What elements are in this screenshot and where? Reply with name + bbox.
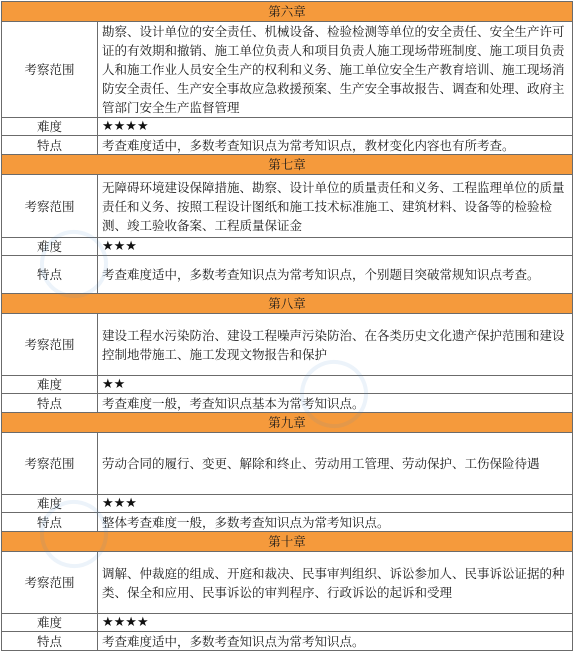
feature-row [2, 256, 573, 294]
feature-label: 特点 [2, 394, 98, 413]
difficulty-stars: ★★★ [98, 238, 573, 256]
feature-text: 整体考查难度一般，多数考查知识点为常考知识点。 [98, 513, 573, 532]
feature-row [2, 513, 573, 532]
chapter-title: 第十章 [2, 532, 573, 552]
difficulty-row [2, 614, 573, 632]
feature-text: 考查难度一般，考查知识点基本为常考知识点。 [98, 394, 573, 413]
exam-analysis-table [1, 1, 573, 651]
feature-label: 特点 [2, 136, 98, 155]
feature-label: 特点 [2, 256, 98, 294]
scope-text: 建设工程水污染防治、建设工程噪声污染防治、在各类历史文化遗产保护范围和建设控制地带施工、施工发现文物报告和保护 [98, 314, 573, 376]
difficulty-label: 难度 [2, 118, 98, 136]
scope-row [2, 22, 573, 118]
difficulty-row [2, 238, 573, 256]
chapter-header-row [2, 155, 573, 175]
difficulty-stars: ★★★ [98, 495, 573, 513]
difficulty-stars: ★★★★ [98, 118, 573, 136]
chapter-header-row [2, 532, 573, 552]
scope-text: 劳动合同的履行、变更、解除和终止、劳动用工管理、劳动保护、工伤保险待遇 [98, 433, 573, 495]
scope-row [2, 314, 573, 376]
scope-text: 无障碍环境建设保障措施、勘察、设计单位的质量责任和义务、工程监理单位的质量责任和义务、按照工程设计图纸和施工技术标准施工、建筑材料、设备等的检验检测、竣工验收备案、工程质量保证金 [98, 175, 573, 238]
scope-text: 勘察、设计单位的安全责任、机械设备、检验检测等单位的安全责任、安全生产许可证的有效期和撤销、施工单位负责人和项目负责人施工现场带班制度、施工项目负责人和施工作业人员安全生产的权利和义务、施工单位安全生产教育培训、施工现场消防安全责任、生产安全事故应急救援预案、生产安全事故报告、调查和处理、政府主管部门安全生产监督管理 [98, 22, 573, 118]
scope-label: 考察范围 [2, 552, 98, 614]
difficulty-label: 难度 [2, 376, 98, 394]
scope-label: 考察范围 [2, 175, 98, 238]
chapter-header-row [2, 413, 573, 433]
chapter-title: 第八章 [2, 294, 573, 314]
feature-label: 特点 [2, 632, 98, 651]
scope-label: 考察范围 [2, 433, 98, 495]
feature-text: 考查难度适中，多数考查知识点为常考知识点，教材变化内容也有所考查。 [98, 136, 573, 155]
feature-row [2, 394, 573, 413]
chapter-header-row [2, 294, 573, 314]
chapter-title: 第七章 [2, 155, 573, 175]
scope-row [2, 552, 573, 614]
feature-text: 考查难度适中，多数考查知识点为常考知识点。 [98, 632, 573, 651]
chapter-header-row [2, 2, 573, 22]
difficulty-label: 难度 [2, 238, 98, 256]
difficulty-row [2, 376, 573, 394]
feature-text: 考查难度适中，多数考查知识点为常考知识点，个别题目突破常规知识点考查。 [98, 256, 573, 294]
scope-row [2, 433, 573, 495]
feature-label: 特点 [2, 513, 98, 532]
difficulty-label: 难度 [2, 614, 98, 632]
difficulty-stars: ★★★★ [98, 614, 573, 632]
feature-row [2, 136, 573, 155]
feature-row [2, 632, 573, 651]
difficulty-row [2, 118, 573, 136]
scope-text: 调解、仲裁庭的组成、开庭和裁决、民事审判组织、诉讼参加人、民事诉讼证据的种类、保全和应用、民事诉讼的审判程序、行政诉讼的起诉和受理 [98, 552, 573, 614]
difficulty-label: 难度 [2, 495, 98, 513]
chapter-title: 第九章 [2, 413, 573, 433]
scope-row [2, 175, 573, 238]
difficulty-stars: ★★ [98, 376, 573, 394]
chapter-title: 第六章 [2, 2, 573, 22]
difficulty-row [2, 495, 573, 513]
scope-label: 考察范围 [2, 22, 98, 118]
scope-label: 考察范围 [2, 314, 98, 376]
